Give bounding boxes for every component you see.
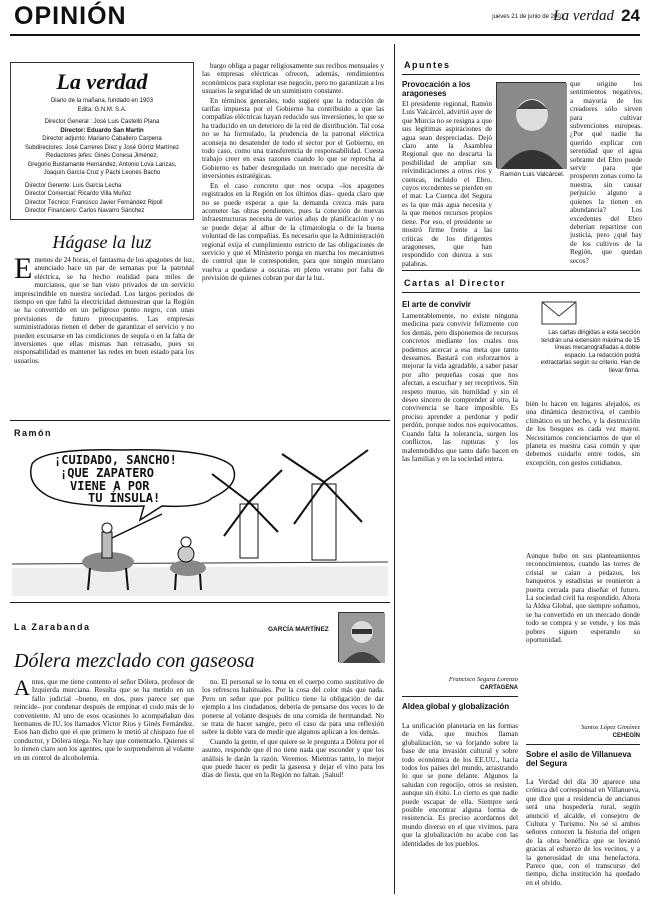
- cartoon-drawing: [12, 444, 388, 596]
- zarabanda-paragraph: no. El personal se lo toma en el cuerpo como sustitutivo de los refrescos habituales. Por la cosa del color más que nada. Pero un señor que por político tiene la obligación de dar ejemplo a los ciudadanos, debería de pensarse dos veces lo de ponerse al volante después de una comida de hermandad. No se trata de hacer sangre, pero el caso da para una reflexión sobre la doble vara de medir que algunos aplican a los demás.: [202, 678, 384, 737]
- editorial-col1: [14, 252, 194, 414]
- masthead-box: [10, 62, 194, 220]
- staff-line: Director Comercial: Ricardo Villa Muñoz: [25, 191, 132, 197]
- masthead-name: La verdad: [56, 69, 148, 94]
- staff-line: Subdirectores: José Carreres Díez y José Górriz Martínez: [24, 144, 180, 151]
- letter1-city: CARTAGENA: [480, 685, 518, 691]
- bubble-line: TU ÍNSULA!: [88, 491, 161, 505]
- editorial-paragraph: En el caso concreto que nos ocupa –los apagones registrados en la Región en los últimos días– queda claro que no se puede esperar a que la demanda crezca más para acometer las obras pendientes, pues la conexión de nuevas infraestructuras necesita de varios años de planificación y no se puede dejar al albur de la climatología o de la buena voluntad de las compañías. Es necesario que la Administración regional exija el cumplimiento estricto de las obligaciones de servicio y que el Ministerio ponga en marcha los mecanismos de control que le corresponden, para que ningún murciano vuelva a quedarse a oscuras en pleno verano por falta de previsión de quienes cobran por dar la luz.: [202, 181, 384, 283]
- bubble-line: ¡CUIDADO, SANCHO!: [54, 453, 177, 467]
- staff-line: Director Financiero: Carlos Navarro Sánchez: [25, 208, 145, 214]
- apuntes-photo-caption: Ramón Luis Valcárcel.: [500, 171, 565, 178]
- zarabanda-col2: [202, 678, 384, 892]
- author-photo: [338, 612, 384, 662]
- paper-name: La verdad: [553, 8, 614, 24]
- apuntes-subhead: Provocación a los aragoneses: [402, 80, 471, 98]
- letter3-text: La Verdad del día 30 aparece una crónica del corresponsal en Villanueva, que dice que a residencia de ancianos será una hospedería rural, según anunció el alcalde, el consejero de Cultura y Turismo. No sé si ambos señores conocen la historia del origen de la obra benéfica que se levantó gracias al esfuerzo de los vecinos, y a la generosidad de una benefactora. Parece que, con el transcurso del tiempo, dicha institución ha quedado en el olvido.: [526, 778, 640, 887]
- section-divider: [526, 744, 640, 745]
- section-divider: [10, 420, 390, 421]
- editorial-paragraph: menos de 24 horas, el fantasma de los apagones de luz, anunciado hace un par de semanas por la patronal eléctrica, se ha hecho realidad para miles de murcianos, que se han visto privados de un servicio imprescindible en nuestra sociedad. Los largos periodos de tiempo en que faltó la electricidad demuestran que la Región se ha convertido en un peligroso punto negro, con unas previsiones de futuro preocupantes. Las empresas suministradoras tienen el deber de garantizar el servicio y no pueden excusarse en las condiciones de sequía o en la falta de inversiones que ellas mismas han retrasado, pues su responsabilidad es mantener las redes en buen estado para los usuarios.: [14, 256, 194, 365]
- staff-line: Redactores jefes: Ginés Conesa Jiménez,: [45, 153, 159, 159]
- apuntes-photo: [496, 82, 566, 168]
- column-divider: [394, 44, 395, 894]
- zarabanda-paragraph: Cuando la gente, el que quiere se le pregunta a Dólera por el asunto, responde que él no tiene nada que esconder y que los análisis le darán la razón. Veremos. Mientras tanto, lo mejor que puede hacer es pedir la gaseosa y dejar el vino para los días de fiesta, que en la Región no faltan. ¡Salud!: [202, 737, 384, 780]
- masthead-staff: [11, 118, 193, 216]
- apuntes-col2: que origine los sentimientos negativos, a mayoría de los creadores sólo sirven para cultivar subvenciones europeas. ¿Por qué nadie ha querido explicar con serenidad que el agua sobrante del Ebro puede servir para que prosperen zonas como la nuestra, sin causar perjuicio alguno a quienes la tienen en abundancia? Los excedentes del Ebro deberían repartirse con justicia, pero ¿qué hay de los cultivos de la Región, que quedan secos?: [570, 80, 642, 265]
- staff-line: Director General : José Luis Castelló Plana: [44, 119, 160, 125]
- cartas-label: Cartas al Director: [404, 278, 507, 288]
- section-divider: [402, 696, 518, 697]
- section-divider: [10, 602, 390, 603]
- editorial-title: Hágase la luz: [52, 232, 152, 252]
- dropcap-letter: E: [14, 252, 33, 285]
- letter2-right-text: Aunque hubo en sus planteamientos reconocimientos, cuando las torres de cristal se caían a pedazos, los banqueros y estadistas se reunieron a puerta cerrada para diseñar el futuro. La sociedad civil ha respondido. Ahora la Aldea Global, que siempre soñamos, se ha convertido en un mercado donde todo se compra y se vende, y los más pobres siguen esperando su oportunidad.: [526, 552, 640, 645]
- page-number: 24: [621, 6, 640, 25]
- issue-date: jueves 21 de junio de 2001: [492, 14, 564, 20]
- dropcap-letter: A: [14, 675, 30, 700]
- letter3-subhead: Sobre el asilo de Villanueva del Segura: [526, 750, 632, 768]
- zarabanda-col1: [14, 675, 194, 892]
- editorial-col2: [202, 62, 384, 414]
- staff-line: Director Gerente: Luis García Lecha: [25, 182, 122, 189]
- cartoon: [12, 444, 388, 596]
- apuntes-label: Apuntes: [404, 60, 451, 70]
- letter1-signature: Francisco Segura Lorenzo: [448, 676, 518, 683]
- staff-line: Gregorio Bustamante Hernández, Antonio Lova Lanzas,: [27, 161, 177, 168]
- section-divider: [402, 270, 640, 271]
- section-divider: [402, 74, 640, 75]
- zarabanda-author: GARCÍA MARTÍNEZ: [268, 626, 329, 633]
- letter2-signature: Santos López Giménez: [581, 724, 640, 731]
- bubble-line: ¡QUE ZAPATERO: [60, 466, 154, 480]
- cartas-note-box: [540, 298, 640, 394]
- staff-line: Director adjunto: Mariano Caballero Carpena: [42, 136, 162, 142]
- editorial-paragraph: bargo obliga a pagar religiosamente sus recibos mensuales y las empresas eléctricas ofrecen, además, rendimientos económicos para explotar ese negocio, pero no garantizan a los usuarios la seguridad de un suministro constante.: [202, 62, 384, 96]
- staff-line: Director: Eduardo San Martín: [60, 127, 144, 134]
- section-divider: [402, 292, 640, 293]
- letter2-city: CEHEGÍN: [612, 733, 640, 739]
- zarabanda-paragraph: ntes, que me tiene contento el señor Dólera, profesor de Izquierda murciana. Resulta que se ha metido en un fallo judicial –bueno, en dos, pues parece ser que reincide– por condenar después de empinar el codo más de lo conveniente. Al uno de esos ocasiones lo acompañaban dos hermanos de IU, los llamados Víctor Ríos y Ginés Fernández. Esos han dicho que el que primero le metió al chispazo fue el conductor, y Dólera niega. No hay que comentarlo. Quienes sí lo tienen claro son los agentes, que le sorprendieron al volante en un control de alcoholemia.: [14, 678, 194, 762]
- staff-line: Joaquín García Cruz y Pachi Leonés Bacho: [43, 170, 161, 176]
- letter2-subhead: Aldea global y globalización: [402, 702, 510, 711]
- bubble-line: VIENE A POR: [70, 479, 150, 493]
- cartoon-label: Ramón: [14, 428, 53, 438]
- masthead-publisher: Edita: G.N.M. S.A.: [77, 106, 127, 113]
- editorial-paragraph: En términos generales, todo sugiere que la reducción de tarifas impuesta por el Gobierno ha contribuido a que las compañías eléctricas hayan reducido sus inversiones, lo que se ha traducido en un deterioro de la red de distribución. Tal cosa no se ha formulado, la prudencia de la patronal eléctrica aconseja no desatender de todo el sector por el Gobierno, en todo caso, como una transferencia de responsabilidad. Cuesta trabajo creer en esas razones cuando lo que se reprocha al Gobierno es haber desregulado un mercado que necesita de inversiones estratégicas.: [202, 96, 384, 181]
- apuntes-col1: El presidente regional, Ramón Luis Valcárcel, advirtió ayer de que Murcia no se resigna a que sus legítimas aspiraciones de agua sean despreciadas. Dejó claro ante la Asamblea Regional que no descarta la posibilidad de ampliar sus reivindicaciones a otros ríos y cuencas, incluido el Ebro, cuyos excedentes se pierden en el mar. La Cuenca del Segura es la que más agua necesita y la que menos recursos propios tiene. Por eso, el presidente se mostró firme frente a las críticas de los dirigentes aragoneses, que han respondido con dureza a sus palabras.: [402, 100, 492, 268]
- masthead-tagline: Diario de la mañana, fundado en 1903: [50, 98, 154, 104]
- zarabanda-label: La Zarabanda: [14, 622, 91, 632]
- letter2-text: La unificación planetaria en las formas de vida, que muchos llaman globalización, se va forjando sobre la base de una invasión cultural y sobre todo económica de los EE.UU., hacia todos los países del mundo, arrastrando lo que se pone delante. Algunos la saludan con regocijo, otros se resisten, aunque sin éxito. Lo cierto es que nadie puede escapar de ella. Siempre será posible encontrar alguna forma de resistencia. Es preciso acordarnos del mundo diverso en el que vivimos, para que la globalización no acabe con las identidades de los pueblos.: [402, 722, 518, 848]
- zarabanda-headline: Dólera mezclado con gaseosa: [14, 650, 255, 672]
- envelope-icon: [540, 298, 580, 328]
- letter1-text: Lamentablemente, no existe ninguna medicina para convivir felizmente con los demás, pero disponemos de recursos concretos mediante los cuales nos podemos acercar a esa meta que tanto deseamos. Bastará con esforzarnos a mejorar la vida agradable, a saber pasar por alto pequeñas cosas que nos afectan, a escuchar y ser receptivos. Sin respeto mutuo, sin humildad y sin el deseo sincero de comprender al otro, la convivencia se hace imposible. Es preciso aprender a perdonar y pedir perdón, porque todos nos equivocamos. Cuando falta la tolerancia, surgen los conflictos, las rupturas y los malentendidos que tanto daño hacen en las familias y en la sociedad entera.: [402, 312, 518, 463]
- section-title: OPINIÓN: [14, 2, 127, 30]
- letter1-subhead: El arte de convivir: [402, 300, 471, 309]
- header-rule: [10, 34, 640, 36]
- letter2-continued: bién lo hacen en lugares alejados, es una dinámica destructiva, el cambio climático es un hecho, y la destrucción de los bosques es cada vez mayor. Necesitamos concienciarnos de que el planeta es nuestra casa común y que debemos cuidarlo entre todos, sin excepción, con gestos cotidianos.: [526, 400, 640, 467]
- cartas-note: Las cartas dirigidas a esta sección tendrán una extensión máxima de 15 líneas mecanografiadas a doble espacio. La redacción podrá extractarlas según su criterio. Han de llevar firma.: [540, 330, 640, 374]
- staff-line: Director Técnico: Francisco Javier Fernández Ripoll: [25, 199, 163, 206]
